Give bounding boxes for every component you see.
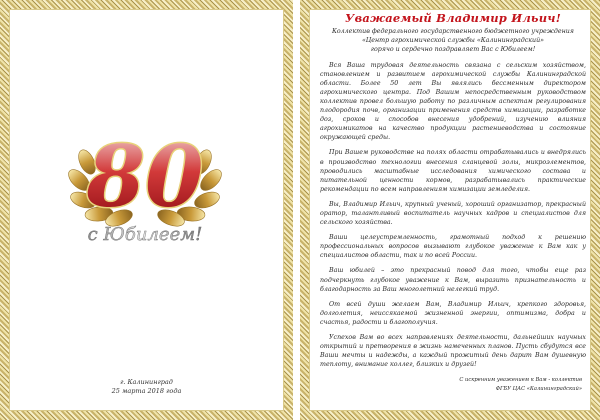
card-left-panel [0,0,293,420]
city-date-block [0,378,293,396]
letter-signature [320,376,586,393]
intro-line: «Центр агрохимической службы «Калининградский» [361,37,545,45]
letter-paragraph: Ваш юбилей – это прекрасный повод для того, чтобы еще раз подчеркнуть глубокое уважение к Вам, выразить признательность и благодарность за Ваш многолетний нелегкий труд. [320,267,586,293]
letter-paragraph: При Вашем руководстве на полях области отрабатывались и внедрялись в производство технологии внесения сланцевой золы, микроэлементов, проводились масштабные исследования химического состава и питательной ценности кормов, разрабатывались практические рекомендации по всем направлениям химизации земледелия. [320,149,586,193]
anniversary-80-emblem-icon [45,118,245,258]
letter-paragraph: Вы, Владимир Ильич, крупный ученый, хороший организатор, прекрасный оратор, талантливый воспитатель научных кадров и специалистов для сельского хозяйства. [320,200,586,227]
intro-line: горячо и сердечно поздравляет Вас с Юбилеем! [370,46,536,54]
intro-line: Коллектив федерального государственного бюджетного учреждения [332,28,574,35]
letter-intro [320,27,586,55]
letter-paragraph: Успехов Вам во всех направлениях деятельности, дальнейших научных открытий и претворения в жизнь намеченных планов. Пусть сбудутся все Ваши мечты и надежды, а каждый прожитый день дарит Вам душевную теплоту, внимание коллег, близких и друзей! [320,334,586,369]
signature-line: ФГБУ ЦАС «Калининградский» [495,385,582,392]
signature-line: С искренним уважением к Вам - коллектив [459,377,582,384]
city-label: г. Калининград [120,378,173,386]
letter-paragraph: Вся Ваша трудовая деятельность связана с сельским хозяйством, становлением и развитием агрохимической службы Калининградской области. Более 50 лет Вы являлись бессменным директором агрохимического центра. Под Вашим непосредственным руководством коллектив провел большую работу по различным аспектам регулирования плодородия почв, организации применения средств химизации, разработке доз, сроков и способов внесения удобрений, изучению влияния агрохимикатов на качество продукции растениеводства и состояние окружающей среды. [320,61,586,142]
svg-text:с Юбилеем!: с Юбилеем! [87,224,203,245]
congratulation-letter [320,10,586,393]
letter-paragraph: Ваши целеустремленность, грамотный подход к решению профессиональных вопросов вызывают глубокое уважение к Вам как у специалистов области, так и по всей России. [320,234,586,260]
svg-text:80: 80 [86,127,204,226]
card-right-panel [300,0,600,420]
letter-title: Уважаемый Владимир Ильич! [345,11,561,25]
date-label: 25 марта 2018 года [111,387,182,395]
letter-paragraph: От всей души желаем Вам, Владимир Ильич, крепкого здоровья, долголетия, неиссякаемой жизненной энергии, оптимизма, добра и счастья, радости и благополучия. [320,300,586,326]
